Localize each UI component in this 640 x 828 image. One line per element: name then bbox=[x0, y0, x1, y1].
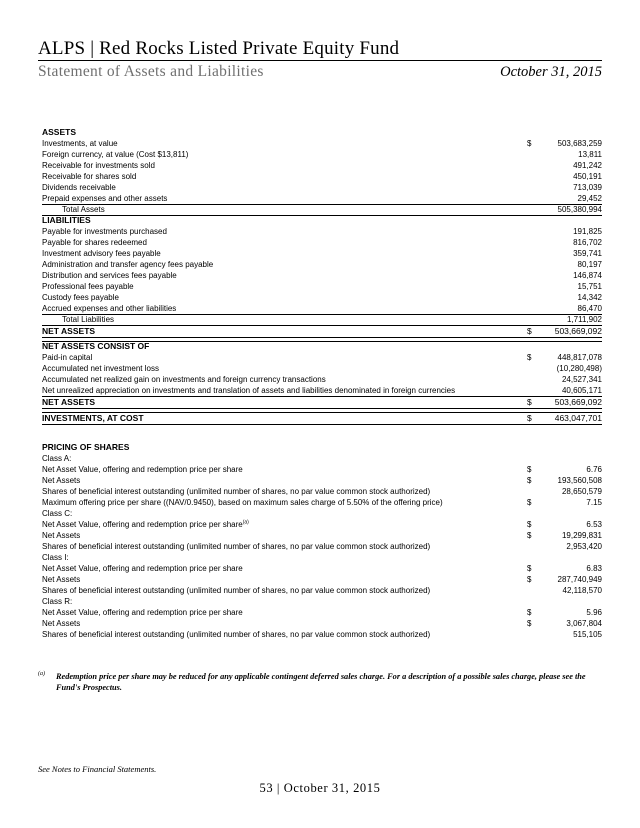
table-row: Foreign currency, at value (Cost $13,811) 13,811 bbox=[42, 150, 602, 159]
class-r-label: Class R: bbox=[42, 597, 73, 606]
class-a-label: Class A: bbox=[42, 454, 72, 463]
table-row: Net Assets $ 193,560,508 bbox=[42, 476, 602, 485]
title-rule bbox=[38, 60, 602, 61]
table-row: Receivable for investments sold 491,242 bbox=[42, 161, 602, 170]
table-row: Accumulated net investment loss (10,280,498) bbox=[42, 364, 602, 373]
notes-reference: See Notes to Financial Statements. bbox=[38, 764, 157, 774]
table-row: Net Asset Value, offering and redemption price per share $ 6.76 bbox=[42, 465, 602, 474]
table-row: Receivable for shares sold 450,191 bbox=[42, 172, 602, 181]
footnote-mark: (a) bbox=[38, 671, 45, 677]
table-row: Paid-in capital $ 448,817,078 bbox=[42, 353, 602, 362]
report-date: October 31, 2015 bbox=[500, 64, 602, 80]
table-row: Net Asset Value, offering and redemption price per share$^{(a)}$ $ 6.53 bbox=[42, 519, 602, 529]
statement-table bbox=[42, 127, 602, 640]
assets-heading: ASSETS bbox=[42, 127, 77, 137]
table-row: Dividends receivable 713,039 bbox=[42, 183, 602, 192]
document-title: ALPS | Red Rocks Listed Private Equity Fund bbox=[38, 38, 400, 59]
table-row: Maximum offering price per share ((NAV/0.9450), based on maximum sales charge of 5.50% of the offering price) $ 7.15 bbox=[42, 498, 602, 507]
pricing-heading: PRICING OF SHARES bbox=[42, 442, 130, 452]
page-footer: 53 | October 31, 2015 bbox=[259, 781, 381, 795]
table-row: Net Asset Value, offering and redemption price per share $ 5.96 bbox=[42, 608, 602, 617]
table-row: Shares of beneficial interest outstanding (unlimited number of shares, no par value common stock authorized) 2,953,420 bbox=[42, 542, 602, 551]
table-row: Net Assets $ 19,299,831 bbox=[42, 531, 602, 540]
table-row: Accrued expenses and other liabilities 86,470 bbox=[42, 304, 602, 313]
total-assets-row: Total Assets 505,380,994 bbox=[42, 204, 602, 215]
class-i-label: Class I: bbox=[42, 553, 69, 562]
table-row: Accumulated net realized gain on investments and foreign currency transactions 24,527,341 bbox=[42, 375, 602, 384]
table-row: Distribution and services fees payable 146,874 bbox=[42, 271, 602, 280]
document-subtitle: Statement of Assets and Liabilities bbox=[38, 63, 264, 80]
footnote-ref: (a) bbox=[242, 519, 249, 526]
table-row: Custody fees payable 14,342 bbox=[42, 293, 602, 302]
class-c-label: Class C: bbox=[42, 509, 73, 518]
table-row: Net unrealized appreciation on investments and translation of assets and liabilities denominated in foreign currencies 40,605,171 bbox=[42, 386, 602, 395]
table-row: Shares of beneficial interest outstanding (unlimited number of shares, no par value common stock authorized) 515,105 bbox=[42, 630, 602, 639]
net-assets-total-row: NET ASSETS $ 503,669,092 bbox=[42, 397, 602, 407]
table-row: Shares of beneficial interest outstanding (unlimited number of shares, no par value common stock authorized) 42,118,570 bbox=[42, 586, 602, 595]
table-row: Net Asset Value, offering and redemption price per share $ 6.83 bbox=[42, 564, 602, 573]
table-row: Payable for investments purchased 191,825 bbox=[42, 227, 602, 236]
table-row: Prepaid expenses and other assets 29,452 bbox=[42, 194, 602, 203]
net-assets-row: NET ASSETS $ 503,669,092 bbox=[42, 326, 602, 336]
table-row: Investments, at value $ 503,683,259 bbox=[42, 139, 602, 148]
net-assets-consist-heading: NET ASSETS CONSIST OF bbox=[42, 341, 602, 352]
investments-at-cost-row: INVESTMENTS, AT COST $ 463,047,701 bbox=[42, 413, 602, 423]
table-row: Payable for shares redeemed 816,702 bbox=[42, 238, 602, 247]
total-liabilities-row: Total Liabilities 1,711,902 bbox=[42, 314, 602, 325]
table-row: Shares of beneficial interest outstanding (unlimited number of shares, no par value common stock authorized) 28,650,579 bbox=[42, 487, 602, 496]
table-row: Administration and transfer agency fees payable 80,197 bbox=[42, 260, 602, 269]
table-row: Investment advisory fees payable 359,741 bbox=[42, 249, 602, 258]
table-row: Professional fees payable 15,751 bbox=[42, 282, 602, 291]
table-row: Net Assets $ 287,740,949 bbox=[42, 575, 602, 584]
footnote-text: Redemption price per share may be reduced for any applicable contingent deferred sales charge. For a description of a possible sales charge, please see the Fund's Prospectus. bbox=[56, 672, 586, 692]
liabilities-heading: LIABILITIES bbox=[42, 215, 602, 226]
table-row: Net Assets $ 3,067,804 bbox=[42, 619, 602, 628]
